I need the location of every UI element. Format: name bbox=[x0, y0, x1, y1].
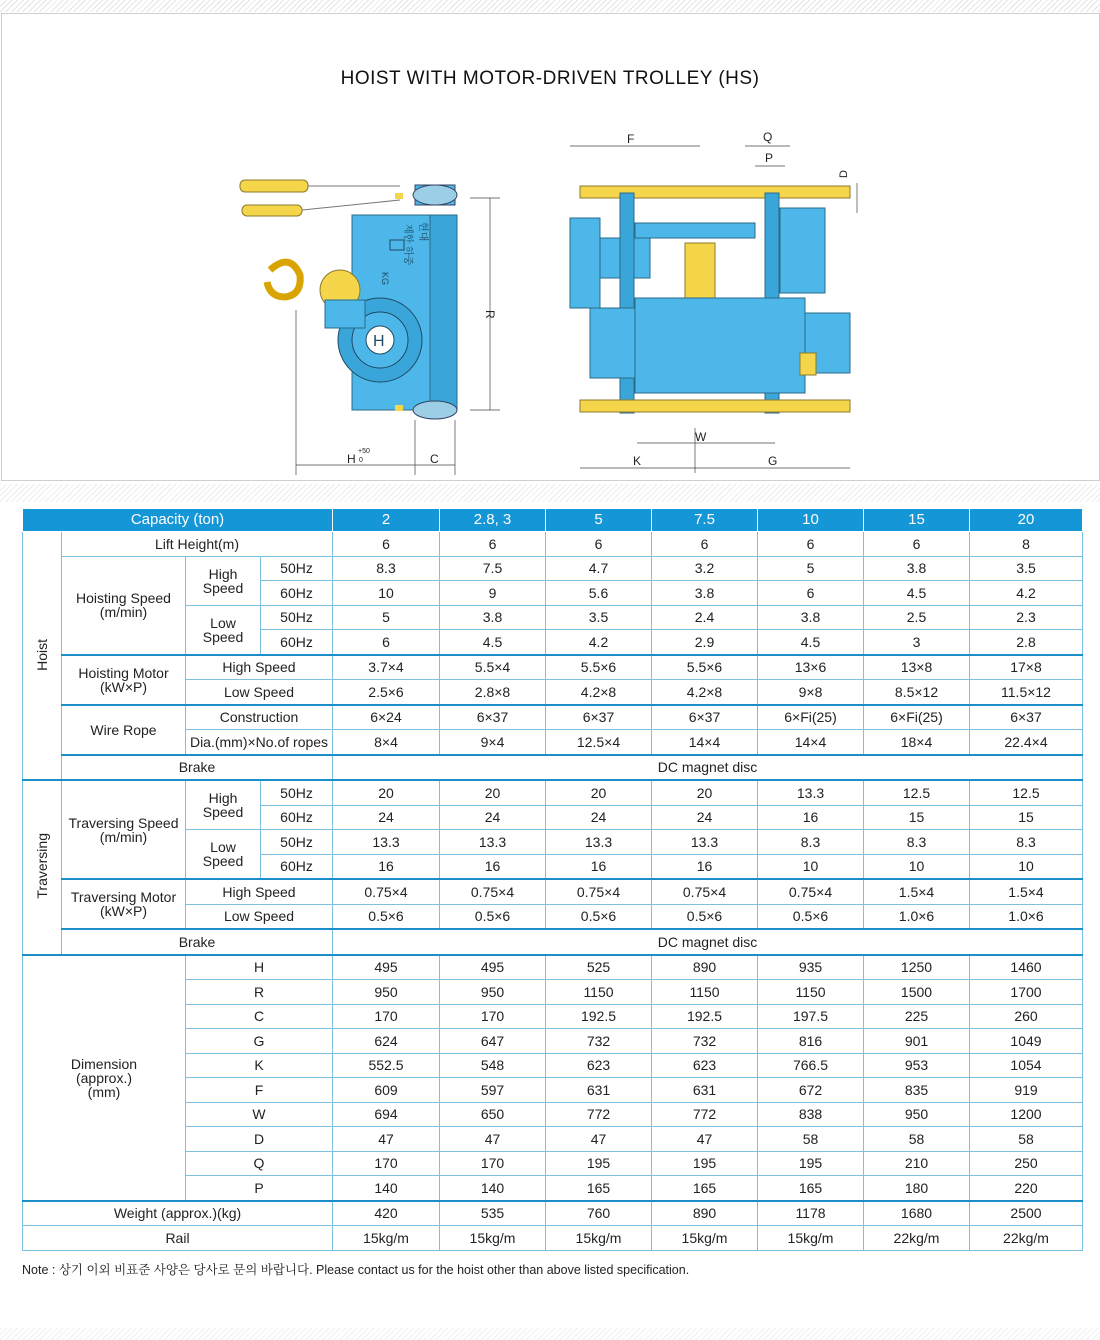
table-row bbox=[23, 879, 1083, 904]
value-cell: 20 bbox=[652, 780, 758, 805]
value-cell: 10 bbox=[970, 854, 1083, 879]
value-cell: 4.7 bbox=[546, 556, 652, 581]
value-cell: 8 bbox=[970, 532, 1083, 557]
value-cell: 22.4×4 bbox=[970, 730, 1083, 755]
value-cell: 2.5×6 bbox=[333, 680, 440, 705]
value-cell: 2.3 bbox=[970, 605, 1083, 630]
dimension-key: R bbox=[186, 980, 333, 1005]
value-cell: 170 bbox=[333, 1004, 440, 1029]
value-cell: 10 bbox=[333, 581, 440, 606]
brake-label: Brake bbox=[62, 755, 333, 781]
value-cell: 1250 bbox=[864, 955, 970, 980]
value-cell: 0.75×4 bbox=[758, 879, 864, 904]
label-line: (kW×P) bbox=[99, 678, 148, 695]
value-cell: 623 bbox=[652, 1053, 758, 1078]
value-cell: 0.5×6 bbox=[758, 904, 864, 929]
value-cell: 816 bbox=[758, 1029, 864, 1054]
value-cell: 919 bbox=[970, 1078, 1083, 1103]
traversing-motor-label bbox=[62, 879, 186, 929]
value-cell: 1.5×4 bbox=[864, 879, 970, 904]
dim-label-h: H bbox=[347, 452, 356, 466]
table-row bbox=[23, 556, 1083, 581]
construction-label: Construction bbox=[186, 705, 333, 730]
dimension-key: C bbox=[186, 1004, 333, 1029]
value-cell: 1150 bbox=[652, 980, 758, 1005]
value-cell: 0.75×4 bbox=[440, 879, 546, 904]
value-cell: 3.8 bbox=[652, 581, 758, 606]
value-cell: 4.2 bbox=[970, 581, 1083, 606]
value-cell: 6×37 bbox=[652, 705, 758, 730]
capacity-header: Capacity (ton) bbox=[23, 509, 333, 532]
value-cell: 12.5×4 bbox=[546, 730, 652, 755]
label-line: Traversing Speed bbox=[68, 814, 179, 831]
high-speed-label bbox=[186, 556, 261, 605]
value-cell: 15 bbox=[864, 805, 970, 830]
value-cell: 13.3 bbox=[440, 830, 546, 855]
value-cell: 15kg/m bbox=[333, 1226, 440, 1251]
value-cell: 1460 bbox=[970, 955, 1083, 980]
mid-hatch-band bbox=[0, 484, 1100, 502]
table-row bbox=[23, 929, 1083, 955]
dim-label-w: W bbox=[695, 430, 707, 444]
capacity-column-header: 7.5 bbox=[652, 509, 758, 532]
brake-value: DC magnet disc bbox=[333, 929, 1083, 955]
value-cell: 8.3 bbox=[758, 830, 864, 855]
dim-label-r: R bbox=[483, 310, 497, 319]
value-cell: 12.5 bbox=[864, 780, 970, 805]
value-cell: 694 bbox=[333, 1102, 440, 1127]
value-cell: 650 bbox=[440, 1102, 546, 1127]
value-cell: 24 bbox=[333, 805, 440, 830]
value-cell: 1150 bbox=[546, 980, 652, 1005]
value-cell: 58 bbox=[758, 1127, 864, 1152]
value-cell: 16 bbox=[440, 854, 546, 879]
label-line: Traversing Motor bbox=[70, 889, 177, 905]
table-row bbox=[23, 705, 1083, 730]
figure-title: HOIST WITH MOTOR-DRIVEN TROLLEY (HS) bbox=[340, 68, 760, 89]
value-cell: 16 bbox=[333, 854, 440, 879]
value-cell: 760 bbox=[546, 1201, 652, 1226]
value-cell: 8.3 bbox=[970, 830, 1083, 855]
value-cell: 950 bbox=[333, 980, 440, 1005]
high-speed-label: High Speed bbox=[186, 879, 333, 904]
low-speed-label bbox=[186, 830, 261, 880]
dimension-key: D bbox=[186, 1127, 333, 1152]
value-cell: 950 bbox=[864, 1102, 970, 1127]
value-cell: 192.5 bbox=[546, 1004, 652, 1029]
value-cell: 195 bbox=[758, 1151, 864, 1176]
value-cell: 3.8 bbox=[864, 556, 970, 581]
value-cell: 5 bbox=[333, 605, 440, 630]
value-cell: 250 bbox=[970, 1151, 1083, 1176]
value-cell: 552.5 bbox=[333, 1053, 440, 1078]
value-cell: 16 bbox=[546, 854, 652, 879]
value-cell: 2500 bbox=[970, 1201, 1083, 1226]
traversing-speed-label bbox=[62, 780, 186, 879]
value-cell: 5.6 bbox=[546, 581, 652, 606]
value-cell: 535 bbox=[440, 1201, 546, 1226]
capacity-column-header: 20 bbox=[970, 509, 1083, 532]
value-cell: 6 bbox=[758, 532, 864, 557]
label-line: Speed bbox=[202, 628, 244, 645]
value-cell: 47 bbox=[652, 1127, 758, 1152]
value-cell: 6 bbox=[440, 532, 546, 557]
value-cell: 766.5 bbox=[758, 1053, 864, 1078]
rail-label: Rail bbox=[23, 1226, 333, 1251]
value-cell: 0.5×6 bbox=[440, 904, 546, 929]
dimension-key: F bbox=[186, 1078, 333, 1103]
label-line: (mm) bbox=[87, 1083, 121, 1100]
value-cell: 15kg/m bbox=[758, 1226, 864, 1251]
value-cell: 4.5 bbox=[440, 630, 546, 655]
value-cell: 4.2×8 bbox=[652, 680, 758, 705]
hz-label: 50Hz bbox=[261, 605, 333, 630]
value-cell: 1.5×4 bbox=[970, 879, 1083, 904]
value-cell: 170 bbox=[440, 1151, 546, 1176]
value-cell: 15kg/m bbox=[440, 1226, 546, 1251]
value-cell: 647 bbox=[440, 1029, 546, 1054]
value-cell: 6×24 bbox=[333, 705, 440, 730]
table-row bbox=[23, 655, 1083, 680]
value-cell: 1049 bbox=[970, 1029, 1083, 1054]
label-line: (m/min) bbox=[99, 828, 148, 845]
value-cell: 2.9 bbox=[652, 630, 758, 655]
dim-label-h-tol2: 0 bbox=[359, 457, 363, 464]
value-cell: 1700 bbox=[970, 980, 1083, 1005]
traversing-group-text: Traversing bbox=[34, 833, 50, 900]
value-cell: 24 bbox=[440, 805, 546, 830]
value-cell: 13×8 bbox=[864, 655, 970, 680]
value-cell: 495 bbox=[440, 955, 546, 980]
value-cell: 8.3 bbox=[333, 556, 440, 581]
value-cell: 631 bbox=[546, 1078, 652, 1103]
plate-brand-text: 현대 bbox=[417, 222, 428, 242]
hz-label: 50Hz bbox=[261, 830, 333, 855]
label-line: Speed bbox=[202, 804, 244, 820]
value-cell: 835 bbox=[864, 1078, 970, 1103]
value-cell: 4.2 bbox=[546, 630, 652, 655]
top-hatch-band bbox=[0, 0, 1100, 12]
value-cell: 0.75×4 bbox=[546, 879, 652, 904]
value-cell: 170 bbox=[333, 1151, 440, 1176]
value-cell: 2.4 bbox=[652, 605, 758, 630]
dimension-key: W bbox=[186, 1102, 333, 1127]
value-cell: 14×4 bbox=[652, 730, 758, 755]
high-speed-label bbox=[186, 780, 261, 830]
value-cell: 772 bbox=[546, 1102, 652, 1127]
svg-text:H: H bbox=[373, 333, 385, 350]
value-cell: 672 bbox=[758, 1078, 864, 1103]
spec-table bbox=[22, 508, 1083, 1251]
value-cell: 8×4 bbox=[333, 730, 440, 755]
value-cell: 22kg/m bbox=[970, 1226, 1083, 1251]
value-cell: 2.8 bbox=[970, 630, 1083, 655]
hz-label: 60Hz bbox=[261, 630, 333, 655]
value-cell: 890 bbox=[652, 1201, 758, 1226]
value-cell: 4.5 bbox=[864, 581, 970, 606]
hz-label: 60Hz bbox=[261, 581, 333, 606]
value-cell: 0.5×6 bbox=[652, 904, 758, 929]
value-cell: 165 bbox=[758, 1176, 864, 1201]
value-cell: 58 bbox=[864, 1127, 970, 1152]
value-cell: 623 bbox=[546, 1053, 652, 1078]
value-cell: 3.5 bbox=[970, 556, 1083, 581]
hz-label: 60Hz bbox=[261, 805, 333, 830]
value-cell: 6×Fi(25) bbox=[864, 705, 970, 730]
dim-label-g: G bbox=[768, 454, 778, 468]
value-cell: 58 bbox=[970, 1127, 1083, 1152]
label-line: High bbox=[208, 790, 238, 806]
value-cell: 3.8 bbox=[440, 605, 546, 630]
label-line: High bbox=[208, 565, 238, 582]
value-cell: 2.5 bbox=[864, 605, 970, 630]
value-cell: 6 bbox=[652, 532, 758, 557]
value-cell: 548 bbox=[440, 1053, 546, 1078]
value-cell: 3.7×4 bbox=[333, 655, 440, 680]
value-cell: 170 bbox=[440, 1004, 546, 1029]
table-row bbox=[23, 955, 1083, 980]
value-cell: 12.5 bbox=[970, 780, 1083, 805]
value-cell: 1150 bbox=[758, 980, 864, 1005]
value-cell: 5.5×6 bbox=[652, 655, 758, 680]
value-cell: 165 bbox=[652, 1176, 758, 1201]
value-cell: 220 bbox=[970, 1176, 1083, 1201]
value-cell: 0.75×4 bbox=[652, 879, 758, 904]
label-line: Low bbox=[210, 614, 236, 631]
value-cell: 890 bbox=[652, 955, 758, 980]
value-cell: 47 bbox=[440, 1127, 546, 1152]
value-cell: 11.5×12 bbox=[970, 680, 1083, 705]
value-cell: 525 bbox=[546, 955, 652, 980]
label-line: Speed bbox=[202, 853, 244, 869]
value-cell: 935 bbox=[758, 955, 864, 980]
value-cell: 8.5×12 bbox=[864, 680, 970, 705]
value-cell: 13.3 bbox=[333, 830, 440, 855]
table-row bbox=[23, 532, 1083, 557]
value-cell: 13×6 bbox=[758, 655, 864, 680]
value-cell: 950 bbox=[440, 980, 546, 1005]
footnote: Note : 상기 이외 비표준 사양은 당사로 문의 바랍니다. Please contact us for the hoist other than above listed specification. bbox=[22, 1263, 690, 1277]
value-cell: 0.75×4 bbox=[333, 879, 440, 904]
value-cell: 16 bbox=[652, 854, 758, 879]
value-cell: 6 bbox=[758, 581, 864, 606]
capacity-column-header: 10 bbox=[758, 509, 864, 532]
value-cell: 20 bbox=[333, 780, 440, 805]
dimension-key: Q bbox=[186, 1151, 333, 1176]
dim-label-d: D bbox=[838, 170, 850, 178]
capacity-column-header: 2.8, 3 bbox=[440, 509, 546, 532]
value-cell: 772 bbox=[652, 1102, 758, 1127]
value-cell: 3.8 bbox=[758, 605, 864, 630]
value-cell: 838 bbox=[758, 1102, 864, 1127]
value-cell: 624 bbox=[333, 1029, 440, 1054]
value-cell: 631 bbox=[652, 1078, 758, 1103]
plate-kg-text: KG bbox=[380, 272, 390, 286]
low-speed-label: Low Speed bbox=[186, 904, 333, 929]
value-cell: 17×8 bbox=[970, 655, 1083, 680]
value-cell: 3 bbox=[864, 630, 970, 655]
value-cell: 1.0×6 bbox=[970, 904, 1083, 929]
value-cell: 195 bbox=[546, 1151, 652, 1176]
low-speed-label: Low Speed bbox=[186, 680, 333, 705]
value-cell: 18×4 bbox=[864, 730, 970, 755]
table-row bbox=[23, 1226, 1083, 1251]
value-cell: 1.0×6 bbox=[864, 904, 970, 929]
capacity-column-header: 15 bbox=[864, 509, 970, 532]
dim-label-k: K bbox=[633, 454, 642, 468]
value-cell: 20 bbox=[440, 780, 546, 805]
value-cell: 495 bbox=[333, 955, 440, 980]
dimension-key: K bbox=[186, 1053, 333, 1078]
value-cell: 7.5 bbox=[440, 556, 546, 581]
table-row bbox=[23, 1201, 1083, 1226]
value-cell: 140 bbox=[333, 1176, 440, 1201]
hoist-group-text: Hoist bbox=[34, 638, 50, 671]
value-cell: 6 bbox=[546, 532, 652, 557]
table-row bbox=[23, 780, 1083, 805]
value-cell: 16 bbox=[758, 805, 864, 830]
dim-label-q: Q bbox=[763, 130, 773, 144]
side-view-drawing bbox=[230, 160, 510, 480]
value-cell: 192.5 bbox=[652, 1004, 758, 1029]
weight-label: Weight (approx.)(kg) bbox=[23, 1201, 333, 1226]
value-cell: 15kg/m bbox=[652, 1226, 758, 1251]
dim-label-f: F bbox=[627, 132, 635, 146]
value-cell: 47 bbox=[333, 1127, 440, 1152]
value-cell: 732 bbox=[652, 1029, 758, 1054]
value-cell: 1178 bbox=[758, 1201, 864, 1226]
value-cell: 10 bbox=[864, 854, 970, 879]
value-cell: 10 bbox=[758, 854, 864, 879]
value-cell: 9 bbox=[440, 581, 546, 606]
value-cell: 165 bbox=[546, 1176, 652, 1201]
value-cell: 8.3 bbox=[864, 830, 970, 855]
dimension-key: G bbox=[186, 1029, 333, 1054]
value-cell: 9×4 bbox=[440, 730, 546, 755]
value-cell: 597 bbox=[440, 1078, 546, 1103]
table-row bbox=[23, 755, 1083, 781]
dimension-key: P bbox=[186, 1176, 333, 1201]
value-cell: 6×37 bbox=[546, 705, 652, 730]
value-cell: 732 bbox=[546, 1029, 652, 1054]
value-cell: 1054 bbox=[970, 1053, 1083, 1078]
brake-value: DC magnet disc bbox=[333, 755, 1083, 781]
label-line: Hoisting Speed bbox=[76, 590, 171, 606]
value-cell: 22kg/m bbox=[864, 1226, 970, 1251]
value-cell: 225 bbox=[864, 1004, 970, 1029]
hoisting-motor-label bbox=[62, 655, 186, 705]
label-line: Hoisting Motor bbox=[78, 664, 169, 681]
value-cell: 4.2×8 bbox=[546, 680, 652, 705]
dim-label-p: P bbox=[765, 151, 774, 165]
value-cell: 6×Fi(25) bbox=[758, 705, 864, 730]
value-cell: 6×37 bbox=[970, 705, 1083, 730]
value-cell: 1680 bbox=[864, 1201, 970, 1226]
label-line: Speed bbox=[202, 579, 244, 596]
value-cell: 6 bbox=[864, 532, 970, 557]
value-cell: 420 bbox=[333, 1201, 440, 1226]
lift-height-label: Lift Height(m) bbox=[62, 532, 333, 557]
hoisting-speed-label bbox=[62, 556, 186, 655]
dimension-label bbox=[23, 955, 186, 1201]
value-cell: 15 bbox=[970, 805, 1083, 830]
value-cell: 6 bbox=[333, 532, 440, 557]
table-row bbox=[23, 509, 1083, 532]
value-cell: 1500 bbox=[864, 980, 970, 1005]
value-cell: 140 bbox=[440, 1176, 546, 1201]
capacity-column-header: 2 bbox=[333, 509, 440, 532]
value-cell: 5 bbox=[758, 556, 864, 581]
front-view-drawing bbox=[565, 128, 875, 478]
rope-dia-label: Dia.(mm)×No.of ropes bbox=[186, 730, 333, 755]
value-cell: 609 bbox=[333, 1078, 440, 1103]
bottom-hatch-band bbox=[0, 1328, 1100, 1340]
value-cell: 15kg/m bbox=[546, 1226, 652, 1251]
hz-label: 60Hz bbox=[261, 854, 333, 879]
low-speed-label bbox=[186, 605, 261, 655]
label-line: (approx.) bbox=[75, 1069, 133, 1086]
plate-limit-text: 제한 하중 bbox=[402, 224, 413, 266]
value-cell: 1200 bbox=[970, 1102, 1083, 1127]
value-cell: 6 bbox=[333, 630, 440, 655]
label-line: (kW×P) bbox=[99, 903, 148, 919]
dim-label-h-tol: +50 bbox=[358, 448, 370, 455]
value-cell: 197.5 bbox=[758, 1004, 864, 1029]
value-cell: 260 bbox=[970, 1004, 1083, 1029]
value-cell: 180 bbox=[864, 1176, 970, 1201]
hoist-group-label bbox=[23, 532, 62, 781]
value-cell: 5.5×4 bbox=[440, 655, 546, 680]
value-cell: 47 bbox=[546, 1127, 652, 1152]
value-cell: 0.5×6 bbox=[546, 904, 652, 929]
value-cell: 24 bbox=[652, 805, 758, 830]
value-cell: 901 bbox=[864, 1029, 970, 1054]
value-cell: 5.5×6 bbox=[546, 655, 652, 680]
wire-rope-label: Wire Rope bbox=[62, 705, 186, 755]
value-cell: 14×4 bbox=[758, 730, 864, 755]
capacity-column-header: 5 bbox=[546, 509, 652, 532]
label-line: Dimension bbox=[70, 1055, 138, 1072]
value-cell: 9×8 bbox=[758, 680, 864, 705]
value-cell: 24 bbox=[546, 805, 652, 830]
high-speed-label: High Speed bbox=[186, 655, 333, 680]
value-cell: 13.3 bbox=[546, 830, 652, 855]
label-line: Low bbox=[210, 839, 236, 855]
value-cell: 210 bbox=[864, 1151, 970, 1176]
hz-label: 50Hz bbox=[261, 556, 333, 581]
value-cell: 0.5×6 bbox=[333, 904, 440, 929]
value-cell: 20 bbox=[546, 780, 652, 805]
value-cell: 3.5 bbox=[546, 605, 652, 630]
dim-label-c: C bbox=[430, 452, 439, 466]
traversing-group-label bbox=[23, 780, 62, 955]
value-cell: 195 bbox=[652, 1151, 758, 1176]
value-cell: 6×37 bbox=[440, 705, 546, 730]
dimension-key: H bbox=[186, 955, 333, 980]
hz-label: 50Hz bbox=[261, 780, 333, 805]
brake-label: Brake bbox=[62, 929, 333, 955]
value-cell: 953 bbox=[864, 1053, 970, 1078]
value-cell: 13.3 bbox=[758, 780, 864, 805]
value-cell: 4.5 bbox=[758, 630, 864, 655]
value-cell: 3.2 bbox=[652, 556, 758, 581]
value-cell: 13.3 bbox=[652, 830, 758, 855]
value-cell: 2.8×8 bbox=[440, 680, 546, 705]
label-line: (m/min) bbox=[99, 604, 148, 620]
